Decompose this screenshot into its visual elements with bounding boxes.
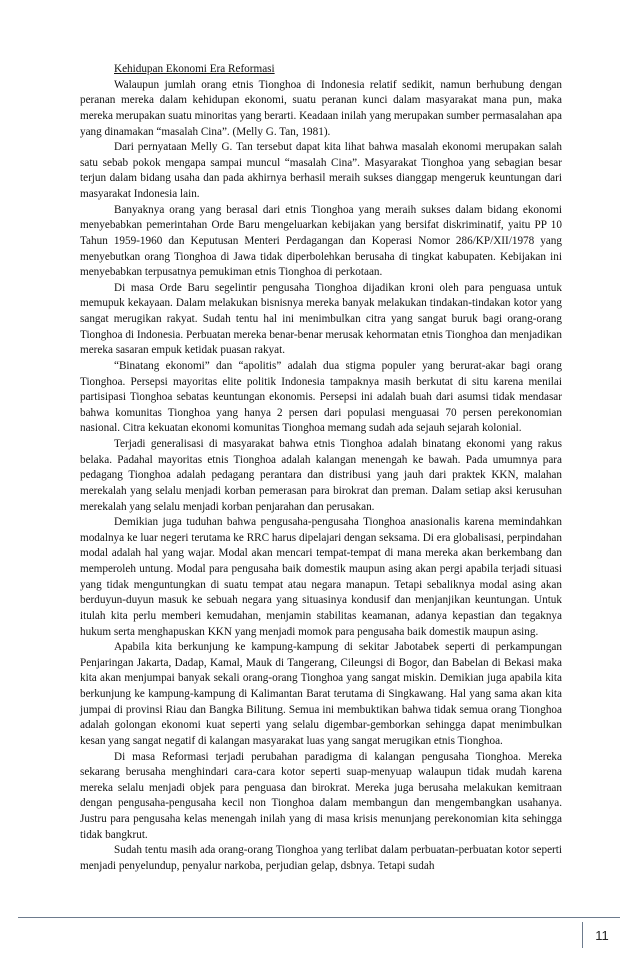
paragraph-6: Terjadi generalisasi di masyarakat bahwa etnis Tionghoa adalah binatang ekonomi yang rakus belaka. Padahal mayoritas etnis Tionghoa adalah kalangan menengah ke bawah. Pada umumnya para pedagang Tionghoa adalah pedagang perantara dan distribusi yang jauh dari praktek KKN, malahan merekalah yang selalu menjadi korban pemerasan para birokrat dan preman. Dalam setiap aksi kerusuhan merekalah yang selalu menjadi korban penjarahan dan perusakan. xyxy=(80,438,562,513)
body-text xyxy=(80,62,562,875)
footer-divider xyxy=(18,917,620,918)
paragraph-8: Apabila kita berkunjung ke kampung-kampung di sekitar Jabotabek seperti di perkampungan Penjaringan Jakarta, Dadap, Kamal, Mauk di Tangerang, Cileungsi di Bogor, dan Babelan di Bekasi maka kita akan menjumpai banyak sekali orang-orang Tionghoa yang sangat miskin. Demikian juga apabila kita berkunjung ke kampung-kampung di Kalimantan Barat terutama di Singkawang. Hal yang sama akan kita jumpai di provinsi Riau dan Bangka Bilitung. Semua ini membuktikan bahwa tidak semua orang Tionghoa adalah golongan ekonomi kuat seperti yang selalu digembar-gemborkan sehingga dapat menimbulkan kesan yang sangat negatif di kalangan masyarakat luas yang sangat merugikan etnis Tionghoa. xyxy=(80,641,562,747)
page-number: 11 xyxy=(582,922,621,948)
paragraph-5: “Binatang ekonomi” dan “apolitis” adalah dua stigma populer yang berurat-akar bagi orang Tionghoa. Persepsi mayoritas elite politik Indonesia tampaknya masih berkutat di situ karena menilai partisipasi Tionghoa sebatas keuntungan ekonomis. Persepsi ini adalah buah dari asumsi tidak mendasar bahwa komunitas Tionghoa yang hanya 2 persen dari populasi menguasai 70 persen perekonomian nasional. Citra kekuatan ekonomi komunitas Tionghoa memang sudah ada sejauh sejarah kolonial. xyxy=(80,359,562,435)
paragraph-7: Demikian juga tuduhan bahwa pengusaha-pengusaha Tionghoa anasionalis karena memindahkan modalnya ke luar negeri terutama ke RRC harus dipelajari dengan seksama. Di era globalisasi, perpindahan modal adalah hal yang wajar. Modal akan mencari tempat-tempat di mana mereka akan berkembang dan memperoleh untung. Modal para pengusaha baik domestik maupun asing akan pergi apabila terjadi situasi yang tidak menguntungkan di suatu tempat atau negara manapun. Tetapi sebaliknya modal asing akan berduyun-duyun masuk ke sebuah negara yang situasinya kondusif dan menjanjikan keuntungan. Untuk itulah kita perlu memberi kemudahan, menjamin stabilitas keamanan, adanya kepastian dan tegaknya hukum serta menghapuskan KKN yang menjadi momok para pengusaha baik domestik maupun asing. xyxy=(80,516,562,638)
paragraph-2: Dari pernyataan Melly G. Tan tersebut dapat kita lihat bahwa masalah ekonomi merupakan salah satu sebab pokok mengapa sampai muncul “masalah Cina”. Masyarakat Tionghoa yang sebagian besar terjun dalam bidang usaha dan pada akhirnya berhasil meraih sukses dianggap mengeruk keuntungan dari masyarakat Indonesia lain. xyxy=(80,141,562,200)
paragraph-10: Sudah tentu masih ada orang-orang Tionghoa yang terlibat dalam perbuatan-perbuatan kotor seperti menjadi penyelundup, penyalur narkoba, perjudian gelap, dsbnya. Tetapi sudah xyxy=(80,844,562,872)
paragraph-3: Banyaknya orang yang berasal dari etnis Tionghoa yang meraih sukses dalam bidang ekonomi menyebabkan pemerintahan Orde Baru mengeluarkan kebijakan yang bersifat diskriminatif, yaitu PP 10 Tahun 1959-1960 dan Keputusan Menteri Perdagangan dan Koperasi Nomor 286/KP/XII/1978 yang menyebutkan orang Tionghoa di Jawa tidak diperbolehkan berusaha di tingkat kabupaten. Kebijakan ini menyebabkan terpusatnya pemukiman etnis Tionghoa di perkotaan. xyxy=(80,203,562,279)
paragraph-4: Di masa Orde Baru segelintir pengusaha Tionghoa dijadikan kroni oleh para penguasa untuk memupuk kekayaan. Dalam melakukan bisnisnya mereka banyak melakukan tindakan-tindakan kotor yang sangat merugikan rakyat. Sudah tentu hal ini menimbulkan citra yang sangat buruk bagi orang-orang Tionghoa di Indonesia. Perbuatan mereka benar-benar merusak kehormatan etnis Tionghoa dan menjadikan mereka sasaran empuk ketidak puasan rakyat. xyxy=(80,281,562,357)
section-heading: Kehidupan Ekonomi Era Reformasi xyxy=(114,63,275,75)
paragraph-1: Walaupun jumlah orang etnis Tionghoa di Indonesia relatif sedikit, namun berhubung dengan peranan mereka dalam kehidupan ekonomi, suatu peranan kunci dalam masyarakat mana pun, maka mereka merupakan suatu minoritas yang berarti. Keadaan inilah yang merupakan sumber permasalahan apa yang dinamakan “masalah Cina”. (Melly G. Tan, 1981). xyxy=(80,78,562,138)
paragraph-9: Di masa Reformasi terjadi perubahan paradigma di kalangan pengusaha Tionghoa. Mereka sekarang berusaha menghindari cara-cara kotor seperti suap-menyuap walaupun tidak mudah karena mereka selalu menjadi objek para penguasa dan birokrat. Mereka juga berusaha melakukan kemitraan dengan pengusaha-pengusaha kecil non Tionghoa dalam membangun dan mengembangkan usahanya. Justru para pengusaha kelas menengah inilah yang di masa krisis menunjang perekonomian kita sehingga tidak bangkrut. xyxy=(80,750,562,841)
